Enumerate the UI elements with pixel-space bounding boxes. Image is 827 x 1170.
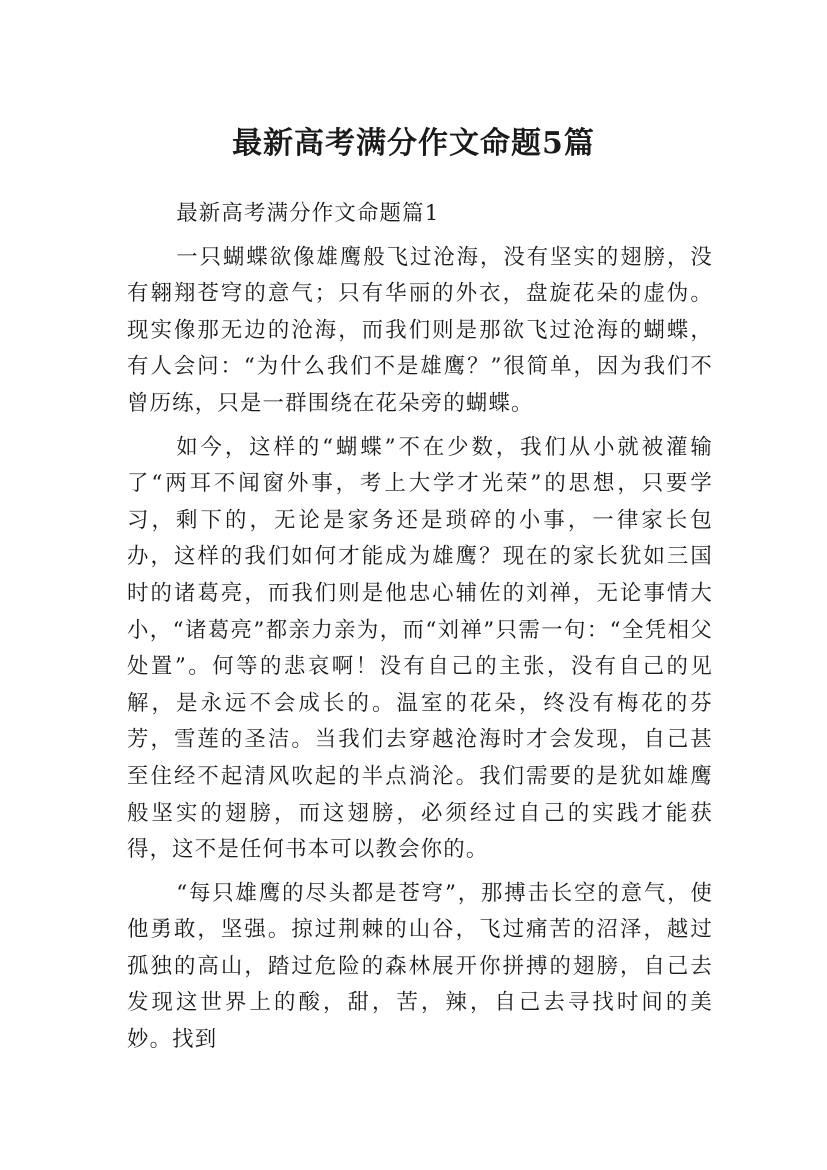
section-heading: 最新高考满分作文命题篇1: [176, 201, 440, 226]
body-paragraph: 一只蝴蝶欲像雄鹰般飞过沧海，没有坚实的翅膀，没有翱翔苍穹的意气；只有华丽的外衣，盘旋花朵的虚伪。现实像那无边的沧海，而我们则是那欲飞过沧海的蝴蝶，有人会问：“为什么我们不是雄鹰？”很简单，因为我们不曾历练，只是一群围绕在花朵旁的蝴蝶。: [127, 244, 713, 416]
body-paragraph: “每只雄鹰的尽头都是苍穹”，那搏击长空的意气，使他勇敢，坚强。掠过荆棘的山谷，飞过痛苦的沼泽，越过孤独的高山，踏过危险的森林展开你拼搏的翅膀，自己去发现这世界上的酸，甜，苦，辣，自己去寻找时间的美妙。找到: [127, 880, 713, 1053]
document-body: [127, 196, 713, 1059]
document-title: 最新高考满分作文命题5篇: [232, 126, 595, 162]
body-paragraph: 如今，这样的“蝴蝶”不在少数，我们从小就被灌输了“两耳不闻窗外事，考上大学才光荣”的思想，只要学习，剩下的，无论是家务还是琐碎的小事，一律家长包办，这样的我们如何才能成为雄鹰？现在的家长犹如三国时的诸葛亮，而我们则是他忠心辅佐的刘禅，无论事情大小，“诸葛亮”都亲力亲为，而“刘禅”只需一句：“全凭相父处置”。何等的悲哀啊！没有自己的主张，没有自己的见解，是永远不会成长的。温室的花朵，终没有梅花的芬芳，雪莲的圣洁。当我们去穿越沧海时才会发现，自己甚至住经不起清风吹起的半点淌沦。我们需要的是犹如雄鹰般坚实的翅膀，而这翅膀，必须经过自己的实践才能获得，这不是任何书本可以教会你的。: [127, 434, 713, 863]
